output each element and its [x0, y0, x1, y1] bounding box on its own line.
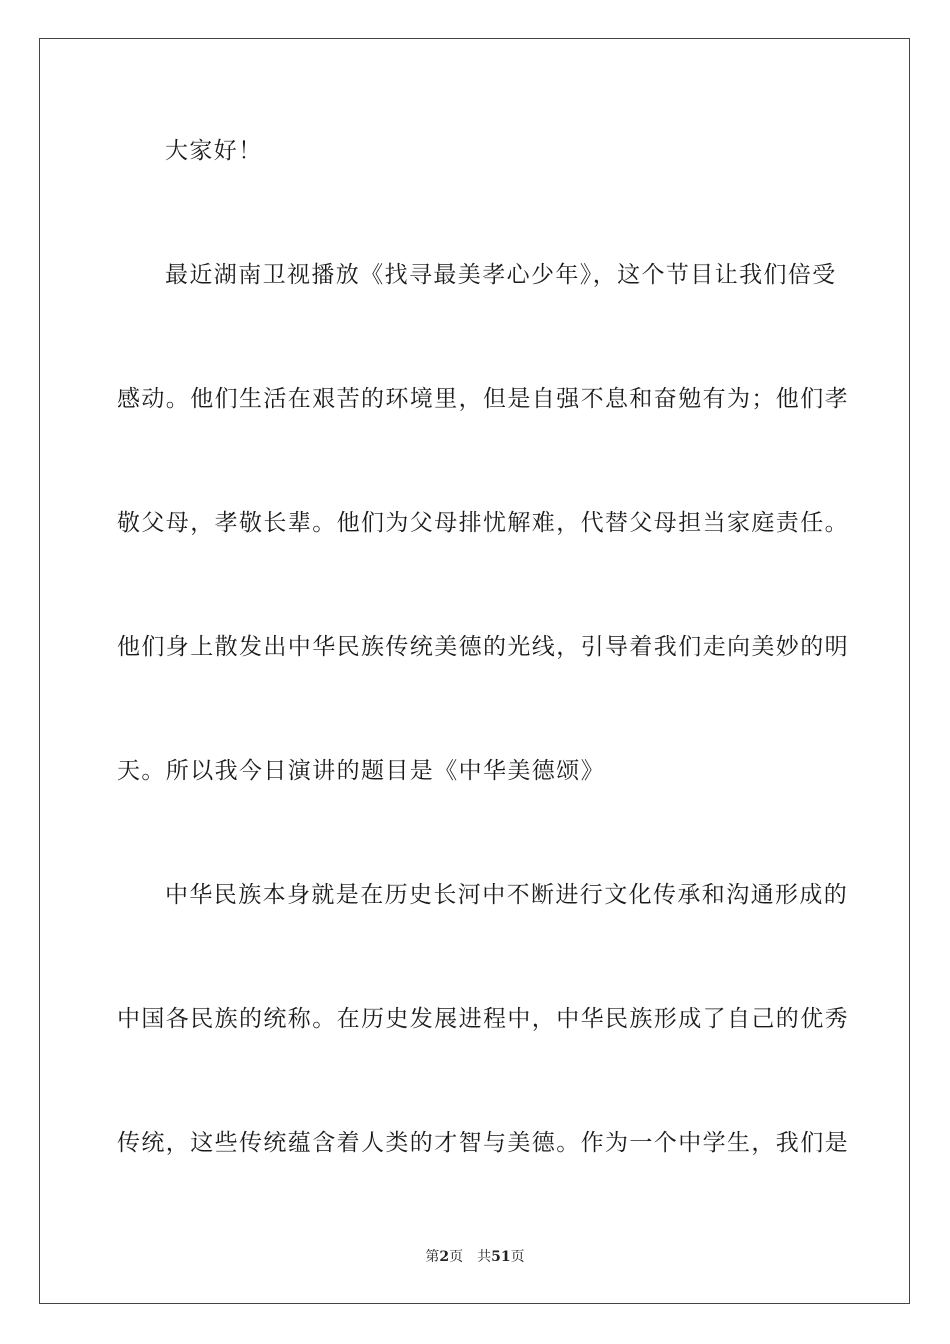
total-page-count: 51 — [491, 1249, 511, 1265]
paragraph-line: 中国各民族的统称。在历史发展进程中，中华民族形成了自己的优秀 — [117, 1006, 849, 1032]
page-label-prefix: 第 — [425, 1249, 440, 1265]
paragraph-line: 传统，这些传统蕴含着人类的才智与美德。作为一个中学生，我们是 — [117, 1130, 849, 1156]
paragraph-line: 天。所以我今日演讲的题目是《中华美德颂》 — [117, 758, 605, 784]
total-label-suffix: 页 — [510, 1249, 525, 1265]
paragraph-line: 他们身上散发出中华民族传统美德的光线，引导着我们走向美妙的明 — [117, 634, 849, 660]
current-page-number: 2 — [439, 1249, 450, 1265]
paragraph-line: 最近湖南卫视播放《找寻最美孝心少年》，这个节目让我们倍受 — [165, 262, 837, 288]
paragraph-line: 感动。他们生活在艰苦的环境里，但是自强不息和奋勉有为；他们孝 — [117, 386, 849, 412]
total-label-prefix: 共 — [477, 1249, 492, 1265]
page-border — [39, 38, 910, 1304]
greeting-line: 大家好！ — [165, 138, 263, 164]
paragraph-line: 中华民族本身就是在历史长河中不断进行文化传承和沟通形成的 — [165, 882, 849, 908]
page-footer — [0, 1248, 950, 1266]
paragraph-line: 敬父母，孝敬长辈。他们为父母排忧解难，代替父母担当家庭责任。 — [117, 510, 849, 536]
page-label-suffix: 页 — [449, 1249, 464, 1265]
